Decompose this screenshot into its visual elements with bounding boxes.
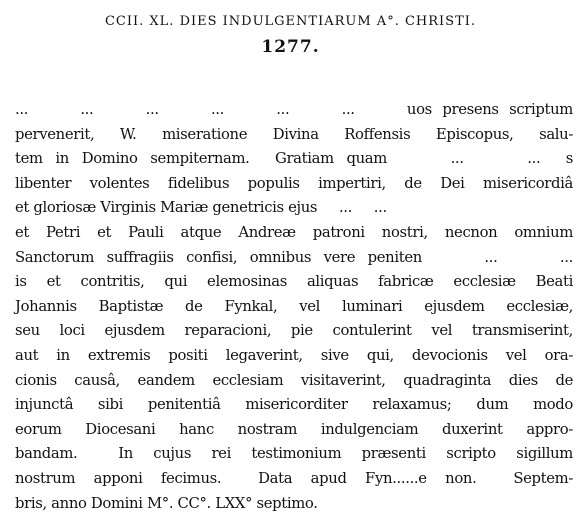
text-line: bris, anno Domini M°. CC°. LXX° septimo. — [15, 492, 573, 516]
text-line: et gloriosæ Virginis Mariæ genetricis ejus ... ... — [15, 196, 573, 221]
document-heading: CCII. XL. DIES INDULGENTIARUM A°. CHRISTI. — [0, 14, 581, 29]
document-year: 1277. — [0, 37, 581, 57]
text-line: cionis causâ, eandem ecclesiam visitaverint, quadraginta dies de — [15, 369, 573, 394]
text-line: libenter volentes fidelibus populis impertiri, de Dei misericordiâ — [15, 172, 573, 197]
text-line: is et contritis, qui elemosinas aliquas fabricæ ecclesiæ Beati — [15, 270, 573, 295]
text-line: nostrum apponi fecimus. Data apud Fyn......e non. Septem- — [15, 467, 573, 492]
text-line: pervenerit, W. miseratione Divina Roffensis Episcopus, salu- — [15, 123, 573, 148]
text-line: Johannis Baptistæ de Fynkal, vel luminari ejusdem ecclesiæ, — [15, 295, 573, 320]
text-line: eorum Diocesani hanc nostram indulgenciam duxerint appro- — [15, 418, 573, 443]
text-line: injunctâ sibi penitentiâ misericorditer relaxamus; dum modo — [15, 393, 573, 418]
text-line: et Petri et Pauli atque Andreæ patroni nostri, necnon omnium — [15, 221, 573, 246]
text-line: tem in Domino sempiternam. Gratiam quam ... ... s — [15, 147, 573, 172]
text-line: ... ... ... ... ... ... uos presens scriptum — [15, 98, 573, 123]
text-line: seu loci ejusdem reparacioni, pie contulerint vel transmiserint, — [15, 319, 573, 344]
text-line: Sanctorum suffragiis confisi, omnibus vere peniten ... ... — [15, 246, 573, 271]
document-body — [15, 98, 573, 516]
text-line: bandam. In cujus rei testimonium præsenti scripto sigillum — [15, 442, 573, 467]
text-line: aut in extremis positi legaverint, sive qui, devocionis vel ora- — [15, 344, 573, 369]
